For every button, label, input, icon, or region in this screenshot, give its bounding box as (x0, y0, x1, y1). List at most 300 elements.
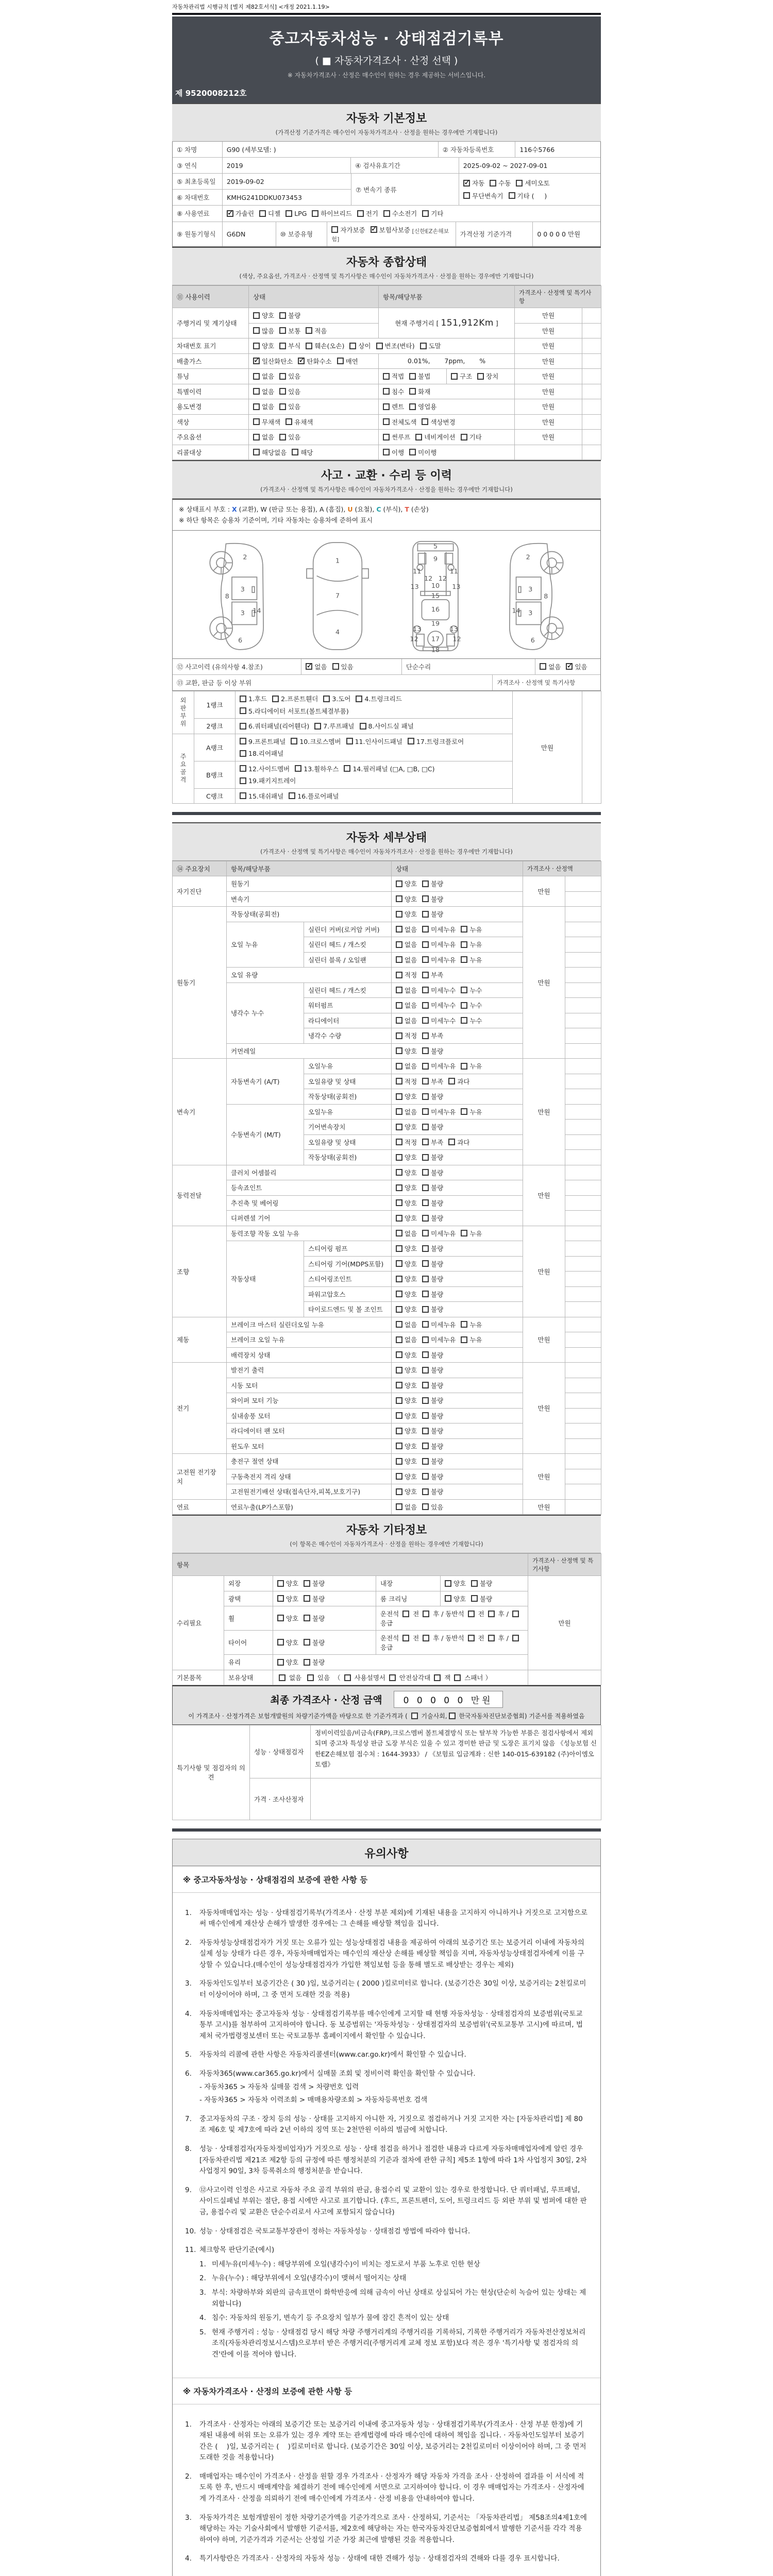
checked-checkbox-icon (371, 226, 377, 233)
item-label: 실린더 블록 / 오일팬 (304, 952, 392, 968)
option-group (277, 1639, 325, 1647)
unchecked-checkbox-icon (396, 1351, 402, 1358)
checkbox-option (227, 209, 254, 218)
notes-cell (582, 399, 601, 415)
item-label: 라디에이터 (304, 1013, 392, 1028)
state-options (392, 1089, 523, 1105)
basic-items-row (173, 1670, 601, 1685)
notes-cell (582, 445, 601, 460)
checkbox-option (445, 1579, 466, 1588)
checkbox-option (291, 737, 341, 746)
option-group (253, 313, 300, 320)
model-year-label (173, 158, 222, 173)
option-label: 불량 (431, 1123, 444, 1131)
option-label: 색상변경 (430, 418, 456, 426)
unchecked-checkbox-icon (409, 388, 416, 395)
item-label: 추진축 및 베어링 (227, 1195, 392, 1211)
svg-text:2: 2 (526, 552, 530, 561)
legend-segment: (손상) (409, 505, 429, 513)
unchecked-checkbox-icon (357, 210, 364, 217)
item-label: 워터펌프 (304, 998, 392, 1013)
unchecked-checkbox-icon (422, 1230, 429, 1236)
unchecked-checkbox-icon (422, 1503, 429, 1510)
checkbox-option (396, 1472, 417, 1481)
option-label: 불량 (431, 1245, 444, 1252)
notice-item-body: 자동차매매업자는 중고자동차 성능 · 상태점검기록부를 매수인에게 고지할 때 현행 자동차성능 · 상태점검자의 보증범위(국토교통부 고시)를 첨부하여 고지하여야 합니다. 동 보증범위는 '자동차성능 · 상태점검자의 보증범위'(국토교통부 고시)에 따르며, 법제처 국가법령정보센터 또는 국토교통부 홈페이지에서 확인할 수 있습니다. (199, 2009, 583, 2040)
checkbox-option (396, 1335, 417, 1344)
option-label: 누유 (469, 1229, 482, 1238)
cell-text: 0 0 0 0 0 만원 (537, 230, 581, 239)
cell-text: ⑦ 변속기 종류 (356, 185, 397, 194)
checkbox-option (461, 432, 482, 442)
option-label: 8.사이드실 패널 (368, 722, 414, 730)
svg-text:13: 13 (413, 624, 422, 633)
inspector-role-label: 성능 · 상태점검자 (250, 1725, 311, 1778)
checkbox-option (396, 986, 417, 995)
option-group (396, 1367, 443, 1375)
option-group (396, 1200, 443, 1208)
option-label: 양호 (405, 1123, 417, 1131)
rank-items-line (240, 791, 508, 801)
option-label: 없음 (405, 1229, 417, 1238)
option-group (277, 1581, 325, 1588)
header-row (173, 861, 601, 876)
rank-items-line (240, 706, 508, 716)
option-group (396, 942, 482, 950)
state-options (392, 1378, 523, 1393)
section-subtitle: (색상, 주요옵션, 가격조사 · 산정액 및 특기사항은 매수인이 자동차가격조사 · 산정을 원하는 경우에만 기재합니다) (239, 273, 534, 280)
checkbox-option (253, 371, 274, 381)
detail-row (173, 907, 601, 922)
tire-position-options (376, 1631, 528, 1655)
option-label: 4.트렁크리드 (364, 695, 402, 703)
vin-label (173, 190, 222, 205)
option-group (445, 1581, 492, 1588)
option-label: 양호 (405, 1245, 417, 1252)
final-price-line (173, 1691, 600, 1708)
section-title: 자동차 기타정보 (346, 1524, 427, 1537)
notice-item-text (199, 2245, 588, 2360)
option-label: 양호 (286, 1658, 299, 1666)
unchecked-checkbox-icon (240, 765, 246, 772)
parts-header: 항목/해당부품 (379, 286, 515, 308)
notes-cell (565, 1438, 601, 1454)
unchecked-checkbox-icon (240, 707, 246, 714)
checkbox-option (240, 694, 267, 703)
svg-text:12: 12 (410, 635, 418, 643)
notice-item-body: 자동차의 리콜에 관한 사항은 자동차리콜센터(www.car.go.kr)에서 확인할 수 있습니다. (199, 2050, 466, 2059)
option-group (383, 388, 430, 396)
notices-header (173, 1839, 600, 1866)
notice-child-number: 3. (199, 2288, 206, 2297)
unchecked-checkbox-icon (396, 1260, 402, 1267)
option-label: 없음 (405, 986, 417, 994)
text-fragment: 안전삼각대 (397, 1673, 433, 1682)
rank-items-cell (236, 719, 513, 734)
option-label: 불량 (431, 1366, 444, 1374)
option-group (396, 1246, 443, 1253)
checkbox-option (304, 1614, 325, 1623)
unchecked-checkbox-icon (540, 663, 546, 670)
unchecked-checkbox-icon (409, 373, 416, 380)
option-label: 불량 (312, 1658, 325, 1666)
notice-item (185, 1908, 588, 1930)
item-label: 변속기 (227, 891, 392, 907)
unchecked-checkbox-icon (304, 1580, 310, 1587)
checked-checkbox-icon (298, 358, 305, 364)
unchecked-checkbox-icon (396, 1428, 402, 1434)
notice-item-number: 11. (185, 2246, 196, 2255)
header-row (173, 1554, 601, 1576)
cell-text: ⑫ 사고이력 (유의사항 4.참조) (177, 663, 263, 671)
engine-type-value (222, 222, 276, 247)
odometer-options (249, 323, 379, 338)
checkbox-option (422, 894, 443, 904)
inline-checkbox-text (277, 1674, 492, 1682)
unchecked-checkbox-icon (422, 1428, 429, 1434)
unchecked-checkbox-icon (253, 312, 260, 319)
room-cleaning-options (441, 1591, 528, 1606)
option-label: 렌트 (392, 403, 405, 411)
checkbox-option (396, 1138, 417, 1147)
unchecked-checkbox-icon (422, 1047, 429, 1054)
checkbox-option (396, 1153, 417, 1162)
rank-items-cell (236, 761, 513, 788)
checkbox-option (277, 1638, 298, 1647)
unchecked-checkbox-icon (409, 403, 416, 410)
wheel-position-options (376, 1606, 528, 1631)
checkbox-option (356, 694, 401, 703)
table-row (173, 157, 600, 173)
unchecked-checkbox-icon (422, 1245, 429, 1252)
option-label: 양호 (405, 1488, 417, 1496)
unchecked-checkbox-icon (449, 1713, 456, 1719)
notice-item-body: 자동차365(www.car365.go.kr)에서 실매물 조회 및 정비이력 확인을 확인할 수 있습니다. (199, 2070, 476, 2078)
checkbox-option (396, 970, 417, 979)
price-cell: 만원 (515, 414, 582, 430)
cell-text: 가격조사 · 산정액 및 특기사항 (497, 679, 576, 686)
svg-text:3: 3 (240, 585, 245, 593)
detail-condition-header (172, 822, 601, 861)
option-label: 수동 (498, 179, 511, 187)
option-label: 미세누수 (431, 986, 456, 994)
checked-checkbox-icon (253, 358, 260, 364)
price-cell: 만원 (515, 430, 582, 445)
unchecked-checkbox-icon (240, 723, 246, 730)
option-label: 양호 (405, 910, 417, 918)
notice-item-body: 자동차인도일부터 보증기간은 ( 30 )일, 보증거리는 ( 2000 )킬로미터로 합니다. (보증기간은 30일 이상, 보증거리는 2천킬로미터 이상이어야 하며, 그 중 먼저 도래한 것을 적용) (199, 1979, 586, 1999)
notes-cell (565, 1454, 601, 1469)
unchecked-checkbox-icon (461, 941, 467, 948)
state-options (392, 891, 523, 907)
simple-repair-options (535, 659, 600, 675)
text-fragment: 운전석 (380, 1610, 401, 1618)
option-group (227, 209, 444, 218)
option-label: 불량 (431, 1397, 444, 1404)
option-label: 누유 (469, 956, 482, 964)
checkbox-option (396, 1320, 417, 1329)
item-label: 실린더 헤드 / 개스킷 (304, 982, 392, 998)
notes-cell (565, 1120, 601, 1135)
checkbox-option (463, 178, 484, 188)
option-group (396, 1094, 443, 1101)
checkbox-option (312, 209, 351, 218)
option-label: 11.인사이드패널 (355, 737, 402, 745)
unchecked-checkbox-icon (422, 972, 429, 978)
remarks-table (172, 1725, 601, 1820)
option-label: 불량 (431, 1275, 444, 1283)
unchecked-checkbox-icon (306, 343, 312, 349)
option-group (396, 896, 443, 904)
detail-row (173, 1226, 601, 1241)
option-group (240, 766, 435, 773)
option-label: 불량 (431, 1290, 444, 1298)
unchecked-checkbox-icon (304, 1615, 310, 1621)
checkbox-option (422, 1107, 456, 1116)
option-label: 양호 (405, 1199, 417, 1207)
vehicle-diagram (172, 531, 601, 659)
checkbox-option (396, 1016, 417, 1025)
notice-child-text: 현재 주행거리 : 성능 · 상태점검 당시 해당 차량 주행거리계의 주행거리를 기록하되, 기록한 주행거리가 자동차전산정보처리조직(자동차관리정보시스템)으로부터 받은 주행거리(주행거리계 교체 정보 포함)보다 적은 경우 '특기사항 및 점검자의 의견'란에 이를 적어야 합니다. (212, 2328, 586, 2359)
option-label: 유채색 (294, 418, 313, 426)
option-label: 적음 (314, 327, 327, 335)
item-label: 실린더 헤드 / 개스킷 (304, 937, 392, 953)
svg-text:11: 11 (413, 567, 422, 575)
tire-options (273, 1631, 376, 1655)
unchecked-checkbox-icon (422, 1412, 429, 1419)
item-label: 커먼레일 (227, 1043, 392, 1059)
unchecked-checkbox-icon (383, 210, 390, 217)
inspection-validity-label (350, 158, 459, 173)
vin-marking-row (173, 338, 601, 354)
option-label: 양호 (405, 1458, 417, 1465)
option-group (383, 419, 456, 427)
checkbox-option (259, 209, 280, 218)
performance-warranty-subheader: ※ 중고자동차성능 · 상태점검의 보증에 관한 사항 등 (173, 1866, 600, 1893)
option-label: 도말 (428, 342, 441, 350)
checkbox-option (396, 1456, 417, 1466)
unchecked-checkbox-icon (279, 343, 286, 349)
unchecked-checkbox-icon (396, 1199, 402, 1206)
unchecked-checkbox-icon (422, 880, 429, 887)
option-label: 있음 (288, 433, 301, 441)
checkbox-option (422, 1335, 456, 1344)
tuning-options (249, 369, 379, 384)
cell-text: ③ 연식 (177, 162, 197, 170)
unchecked-checkbox-icon (422, 987, 429, 993)
checkbox-option (420, 341, 441, 350)
option-label: 12.사이드멤버 (248, 765, 290, 773)
unchecked-checkbox-icon (422, 1169, 429, 1176)
main-options-label: 주요옵션 (173, 430, 249, 445)
usage-history-header: ⑪ 사용이력 (173, 286, 249, 308)
notice-item-body: 가격조사 · 산정자는 아래의 보증기간 또는 보증거리 이내에 중고자동차 성능 · 상태점검기록부(가격조사 · 산정 부분 한정)에 기재된 내용에 허위 또는 오류가 있는 경우 계약 또는 관계법령에 따라 매수인에 대하여 책임을 집니다. · 자동차인도일부터 보증기간은 ( )일, 보증거리는 ( )킬로미터로 합니다. (보증기간은 30일 이상, 보증거리는 2천킬로미터 이상이어야 하며, 그 중 먼저 도래한 것을 적용합니다) (199, 2420, 586, 2462)
item-label: 작동상태(공회전) (304, 1089, 392, 1105)
checkbox-option (279, 432, 300, 442)
notice-item-body: 자동차성능상태점검자가 거짓 또는 오류가 있는 성능상태점검 내용을 제공하여 아래의 보증기간 또는 보증거리 이내에 자동차의 실제 성능 상태가 다른 경우, 자동차매매업자는 매수인의 재산상 손해를 배상할 책임을 지며, 자동차성능상태점검자에게 이를 구상할 수 있습니다.(매수인이 성능상태점검자가 가입한 책임보험 등을 통해 별도로 배상받는 경우는 제외) (199, 1938, 584, 1969)
state-options (392, 1363, 523, 1378)
item-label: 오일 유량 (227, 968, 392, 983)
option-group (253, 358, 358, 366)
svg-text:12: 12 (438, 574, 447, 582)
checkbox-option (323, 694, 350, 703)
option-group (240, 723, 414, 731)
option-label: 10.크로스멤버 (299, 737, 341, 745)
notice-item (185, 2226, 588, 2238)
unchecked-checkbox-icon (396, 1397, 402, 1404)
unchecked-checkbox-icon (253, 434, 260, 440)
checkbox-option (289, 791, 339, 801)
checkbox-option (285, 210, 307, 217)
checkbox-option (461, 1001, 482, 1010)
unchecked-checkbox-icon (422, 911, 429, 918)
checkbox-option (396, 1426, 417, 1435)
checkbox-option (422, 1046, 443, 1056)
notice-item-body: 성능 · 상태점검자(자동차정비업자)가 거짓으로 성능 · 상태 점검을 하거나 점검한 내용과 다르게 자동차매매업자에게 알린 경우 [자동차관리법 제21조 제2항 등의 규정에 따른 행정처분의 기준과 절차에 관한 규칙] 제5조 1항에 따라 1차 사업정지 30일, 2차 사업정지 90일, 3차 등록취소의 행정처분을 받습니다. (199, 2145, 587, 2176)
car-name-label (173, 142, 222, 157)
valuation-warranty-subheader: ※ 자동차가격조사 · 산정의 보증에 관한 사항 등 (173, 2378, 600, 2404)
registration-number-value (515, 142, 600, 157)
cell-text: ④ 검사유효기간 (355, 162, 400, 170)
tuning-label: 튜닝 (173, 369, 249, 384)
unchecked-checkbox-icon (422, 1291, 429, 1297)
option-group (383, 434, 482, 442)
legend-segment: T (405, 505, 409, 513)
table-row (173, 142, 600, 157)
price-cell: 만원 (515, 353, 582, 369)
unchecked-checkbox-icon (396, 1017, 402, 1024)
checkbox-option (396, 1092, 417, 1101)
item-label: 윈도우 모터 (227, 1438, 392, 1454)
notes-cell (565, 1165, 601, 1180)
notice-item (185, 2144, 588, 2177)
checkbox-option (409, 387, 430, 396)
mileage-suffix: ] (493, 319, 498, 327)
unchecked-checkbox-icon (292, 449, 298, 455)
notice-item (185, 2185, 588, 2218)
unchecked-checkbox-icon (461, 434, 467, 440)
checkbox-option (422, 1198, 443, 1208)
option-label: 없음 (405, 1108, 417, 1116)
unchecked-checkbox-icon (253, 373, 260, 380)
option-label: 기타 ( ) (517, 192, 547, 200)
option-label: 세미오토 (525, 179, 550, 187)
option-group (396, 1124, 443, 1132)
checkbox-option (292, 448, 313, 457)
option-label: 양호 (405, 1168, 417, 1177)
option-group (306, 662, 353, 672)
state-header: 상태 (392, 861, 523, 876)
checkbox-option (396, 1107, 417, 1116)
item-label: 스티어링조인트 (304, 1272, 392, 1287)
notes-cell (582, 691, 601, 804)
rank-items-line (240, 776, 508, 786)
notice-child-item (199, 2287, 588, 2310)
unchecked-checkbox-icon (396, 1367, 402, 1374)
checkbox-option (422, 1031, 443, 1040)
option-group (383, 449, 436, 457)
notice-child-text: 침수: 자동차의 원동기, 변속기 등 주요장치 일부가 물에 잠긴 흔적이 있는 상태 (212, 2314, 449, 2323)
svg-text:13: 13 (452, 582, 461, 590)
option-label: 부족 (431, 1138, 444, 1146)
notes-cell (565, 1363, 601, 1378)
option-label: 불량 (431, 1199, 444, 1207)
option-label: 불량 (431, 1442, 444, 1450)
checkbox-option (422, 1077, 443, 1086)
option-label: 불량 (431, 1260, 444, 1268)
text-fragment: 후 / (496, 1610, 511, 1618)
item-label: 디퍼렌셜 기어 (227, 1211, 392, 1226)
unchecked-checkbox-icon (423, 1635, 429, 1641)
option-label: 불량 (431, 1047, 444, 1055)
option-label: 불량 (431, 910, 444, 918)
checkbox-option (422, 1442, 443, 1451)
state-options (392, 1226, 523, 1241)
notes-cell (565, 891, 601, 907)
checkbox-option (422, 1411, 443, 1420)
option-label: 미세누유 (431, 1336, 456, 1344)
option-label: 매연 (345, 357, 358, 365)
checkbox-option (383, 209, 417, 218)
rank-items (240, 721, 508, 731)
unchecked-checkbox-icon (434, 1674, 441, 1681)
option-label: 불량 (431, 1458, 444, 1465)
state-options (392, 1241, 523, 1257)
notice-item-number: 8. (185, 2145, 192, 2153)
option-group (253, 404, 300, 412)
unchecked-checkbox-icon (422, 1336, 429, 1343)
unchecked-checkbox-icon (461, 1017, 467, 1024)
rank-label: C랭크 (194, 788, 236, 804)
overall-condition-section (172, 247, 601, 460)
final-price-band (172, 1685, 601, 1725)
sub-group-label: 작동상태 (227, 1241, 304, 1317)
state-options (392, 1332, 523, 1348)
notes-cell (565, 1378, 601, 1393)
option-label: 양호 (286, 1580, 299, 1587)
accident-history-label (173, 659, 301, 675)
notes-cell (565, 922, 601, 937)
checkbox-option (349, 341, 371, 350)
checkbox-option (396, 1396, 417, 1405)
notice-item-text (199, 2471, 588, 2505)
text-fragment: 후 / (496, 1634, 511, 1642)
unchecked-checkbox-icon (448, 1078, 455, 1084)
option-label: 적법 (392, 372, 405, 380)
unchecked-checkbox-icon (396, 1215, 402, 1222)
frame-group-label: 주요골격 (179, 753, 187, 784)
rank-table (172, 691, 601, 804)
item-label: 오일누유 (304, 1059, 392, 1074)
svg-text:6: 6 (238, 636, 243, 644)
unchecked-checkbox-icon (422, 1367, 429, 1374)
section-subtitle: (가격산정 기준가격은 매수인이 자동차가격조사 · 산정을 원하는 경우에만 기재합니다) (275, 129, 498, 136)
notice-child-item (199, 2273, 588, 2284)
unchecked-checkbox-icon (396, 1306, 402, 1313)
section-title: 사고 · 교환 · 수리 등 이력 (321, 469, 452, 482)
device-group-label: 고전원 전기장치 (173, 1454, 227, 1500)
checkbox-option (253, 448, 287, 457)
cell-text: ⑩ 보증유형 (280, 230, 313, 239)
unchecked-checkbox-icon (396, 1321, 402, 1328)
checkbox-option (566, 662, 587, 671)
unchecked-checkbox-icon (512, 1635, 519, 1641)
option-label: 자가보증 (340, 226, 365, 234)
notice-item-number: 3. (185, 1979, 192, 1988)
unchecked-checkbox-icon (461, 1321, 467, 1328)
unchecked-checkbox-icon (461, 926, 467, 933)
notice-item (185, 1938, 588, 1971)
